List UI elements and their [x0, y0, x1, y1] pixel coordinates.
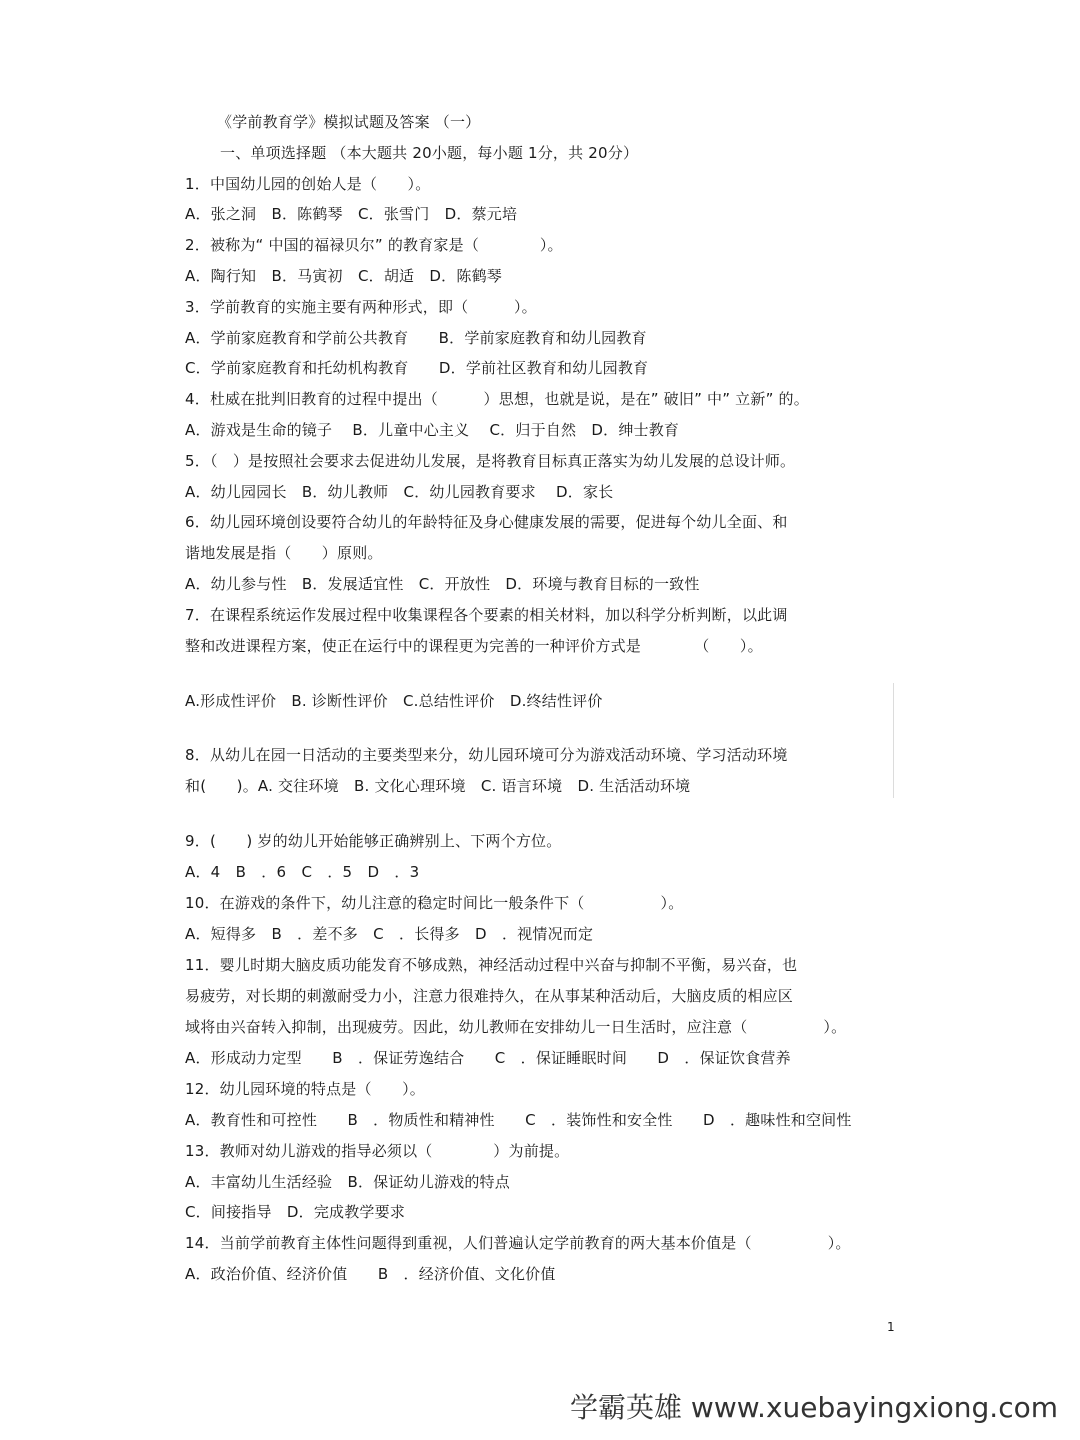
question-line: 2．被称为“ 中国的福禄贝尔” 的教育家是（ ）。 [185, 236, 563, 254]
answer-options: A．教育性和可控性 B ．物质性和精神性 C ．装饰性和安全性 D ．趣味性和空间性 [185, 1111, 852, 1129]
question-line: 3．学前教育的实施主要有两种形式，即（ ）。 [185, 298, 537, 316]
answer-options: A.形成性评价 B. 诊断性评价 C.总结性评价 D.终结性评价 [185, 692, 603, 710]
question-line: 12．幼儿园环境的特点是（ ）。 [185, 1080, 425, 1098]
question-line: 6．幼儿园环境创设要符合幼儿的年龄特征及身心健康发展的需要，促进每个幼儿全面、和 [185, 513, 788, 531]
answer-options: C．学前家庭教育和托幼机构教育 D．学前社区教育和幼儿园教育 [185, 359, 649, 377]
question-line: 4．杜威在批判旧教育的过程中提出（ ）思想，也就是说，是在” 破旧” 中” 立新” 的。 [185, 390, 809, 408]
question-line: 易疲劳，对长期的刺激耐受力小，注意力很难持久，在从事某种活动后，大脑皮质的相应区 [185, 987, 794, 1005]
section-heading: 一、单项选择题 （本大题共 20小题，每小题 1分，共 20分） [220, 144, 639, 162]
question-line: 14．当前学前教育主体性问题得到重视，人们普遍认定学前教育的两大基本价值是（ ）。 [185, 1234, 851, 1252]
question-line: 和( )。A. 交往环境 B. 文化心理环境 C. 语言环境 D. 生活活动环境 [185, 777, 691, 795]
answer-options: A．游戏是生命的镜子 B．儿童中心主义 C．归于自然 D．绅士教育 [185, 421, 680, 439]
question-line: 7．在课程系统运作发展过程中收集课程各个要素的相关材料，加以科学分析判断，以此调 [185, 606, 788, 624]
answer-options: A．形成动力定型 B ．保证劳逸结合 C ．保证睡眠时间 D ．保证饮食营养 [185, 1049, 791, 1067]
question-line: 10．在游戏的条件下，幼儿注意的稳定时间比一般条件下（ ）。 [185, 894, 684, 912]
question-line: 13．教师对幼儿游戏的指导必须以（ ）为前提。 [185, 1142, 570, 1160]
answer-options: A．学前家庭教育和学前公共教育 B．学前家庭教育和幼儿园教育 [185, 329, 647, 347]
question-line: 谐地发展是指（ ）原则。 [185, 544, 383, 562]
margin-divider [893, 683, 894, 798]
answer-options: A．陶行知 B．马寅初 C．胡适 D．陈鹤琴 [185, 267, 502, 285]
question-line: 1．中国幼儿园的创始人是（ ）。 [185, 175, 431, 193]
answer-options: C．间接指导 D．完成教学要求 [185, 1203, 406, 1221]
answer-options: A．幼儿园园长 B．幼儿教师 C．幼儿园教育要求 D．家长 [185, 483, 614, 501]
answer-options: A．政治价值、经济价值 B ．经济价值、文化价值 [185, 1265, 556, 1283]
page-number: 1 [887, 1320, 895, 1334]
question-line: 11．婴儿时期大脑皮质功能发育不够成熟，神经活动过程中兴奋与抑制不平衡，易兴奋，也 [185, 956, 798, 974]
question-line: 整和改进课程方案，使正在运行中的课程更为完善的一种评价方式是 （ ）。 [185, 637, 763, 655]
document-title: 《学前教育学》模拟试题及答案 （一） [217, 113, 481, 131]
answer-options: A．丰富幼儿生活经验 B．保证幼儿游戏的特点 [185, 1173, 510, 1191]
answer-options: A．短得多 B ．差不多 C ．长得多 D ．视情况而定 [185, 925, 594, 943]
question-line: 5．（ ）是按照社会要求去促进幼儿发展，是将教育目标真正落实为幼儿发展的总设计师。 [185, 452, 796, 470]
question-line: 9．( ) 岁的幼儿开始能够正确辨别上、下两个方位。 [185, 832, 562, 850]
question-line: 域将由兴奋转入抑制，出现疲劳。因此，幼儿教师在安排幼儿一日生活时，应注意（ ）。 [185, 1018, 847, 1036]
question-line: 8．从幼儿在园一日活动的主要类型来分，幼儿园环境可分为游戏活动环境、学习活动环境 [185, 746, 788, 764]
footer-watermark: 学霸英雄 www.xuebayingxiong.com [570, 1391, 1058, 1424]
answer-options: A．4 B ．6 C ．5 D ．3 [185, 863, 420, 881]
answer-options: A．幼儿参与性 B．发展适宜性 C．开放性 D．环境与教育目标的一致性 [185, 575, 700, 593]
answer-options: A．张之洞 B．陈鹤琴 C．张雪门 D．蔡元培 [185, 205, 518, 223]
